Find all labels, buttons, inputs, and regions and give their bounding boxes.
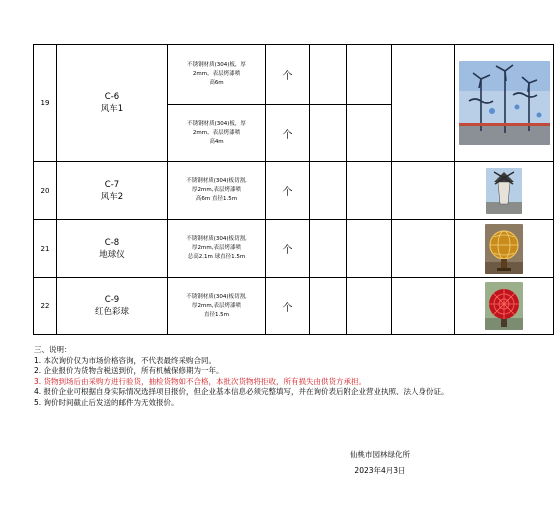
windmill-photo: [459, 61, 550, 145]
price-cell: [347, 220, 392, 278]
item-code: C-8: [104, 237, 120, 248]
image-cell: [455, 45, 554, 162]
notes-section: [34, 345, 534, 408]
note-item-2: 2. 企业报价为货物含税送到价，所有机械保修期为一年。: [34, 366, 224, 375]
total-cell: [392, 162, 455, 220]
item-name-cell: [57, 220, 168, 278]
row-index: 22: [34, 278, 57, 335]
unit-cell: 个: [266, 278, 310, 335]
total-cell: [392, 45, 455, 162]
item-code: C-6: [104, 92, 120, 102]
table-row: [34, 162, 554, 220]
table-row: [34, 278, 554, 335]
quote-table: [33, 44, 554, 335]
unit-cell: 个: [266, 45, 310, 105]
item-name: 地球仪: [99, 249, 125, 260]
price-cell: [347, 162, 392, 220]
spec-cell: 不锈钢材质(304)板切割, 厚2mm,表层烤漆喷 总高2.1m 球直径1.5m: [168, 220, 266, 278]
price-cell: [347, 45, 392, 105]
red-ball-photo: [485, 282, 523, 330]
table-row: [34, 220, 554, 278]
quantity-cell: [310, 105, 347, 162]
image-cell: [455, 162, 554, 220]
note-item-1: 1. 本次询价仅为市场价格咨询，不代表最终采购合同。: [34, 355, 217, 365]
table-row: [34, 45, 554, 105]
unit-cell: 个: [266, 162, 310, 220]
total-cell: [392, 220, 455, 278]
quantity-cell: [310, 162, 347, 220]
item-name-cell: [57, 162, 168, 220]
spec-cell: 不锈钢材质(304)板切割, 厚2mm,表层烤漆喷 直径1.5m: [168, 278, 266, 335]
row-index: 19: [34, 45, 57, 162]
price-cell: [347, 278, 392, 335]
note-item-4: 4. 报价企业可根据自身实际情况选择项目报价，但企业基本信息必须完整填写，并在询价表后附企业营业执照、法人身份证。: [34, 387, 449, 396]
spec-cell: 不锈钢材质(304)板切割, 厚2mm,表层烤漆喷 高6m 直径1.5m: [168, 162, 266, 220]
total-cell: [392, 278, 455, 335]
note-item-5: 5. 询价时间截止后发送的邮件为无效报价。: [34, 397, 179, 407]
note-item-3: 3. 货物到场后由采购方进行验货，抽检货物如不合格，本批次货物将拒收，所有损失由供货方承担。: [34, 376, 367, 386]
item-name-cell: [57, 278, 168, 335]
image-cell: [455, 220, 554, 278]
windmill-tower-photo: [486, 168, 522, 214]
item-name: 风车2: [100, 191, 124, 202]
item-name-cell: [57, 45, 168, 162]
image-cell: [455, 278, 554, 335]
item-name: 红色彩球: [94, 307, 129, 317]
golden-globe-photo: [485, 224, 523, 274]
row-index: 21: [34, 220, 57, 278]
signature-date: 2023年4月3日: [354, 466, 406, 475]
spec-cell: 不锈钢材质(304)板，厚 2mm，表层烤漆喷 高4m: [168, 105, 266, 162]
quantity-cell: [310, 45, 347, 105]
price-cell: [347, 105, 392, 162]
row-index: 20: [34, 162, 57, 220]
spec-cell: 不锈钢材质(304)板，厚 2mm，表层烤漆喷 高6m: [168, 45, 266, 105]
signature-org: 仙桃市园林绿化所: [350, 450, 410, 459]
quantity-cell: [310, 220, 347, 278]
notes-heading: 三、说明：: [34, 345, 72, 354]
quantity-cell: [310, 278, 347, 335]
item-code: C-9: [104, 295, 120, 305]
item-name: 风车1: [100, 104, 124, 114]
item-code: C-7: [104, 179, 120, 190]
unit-cell: 个: [266, 105, 310, 162]
unit-cell: 个: [266, 220, 310, 278]
